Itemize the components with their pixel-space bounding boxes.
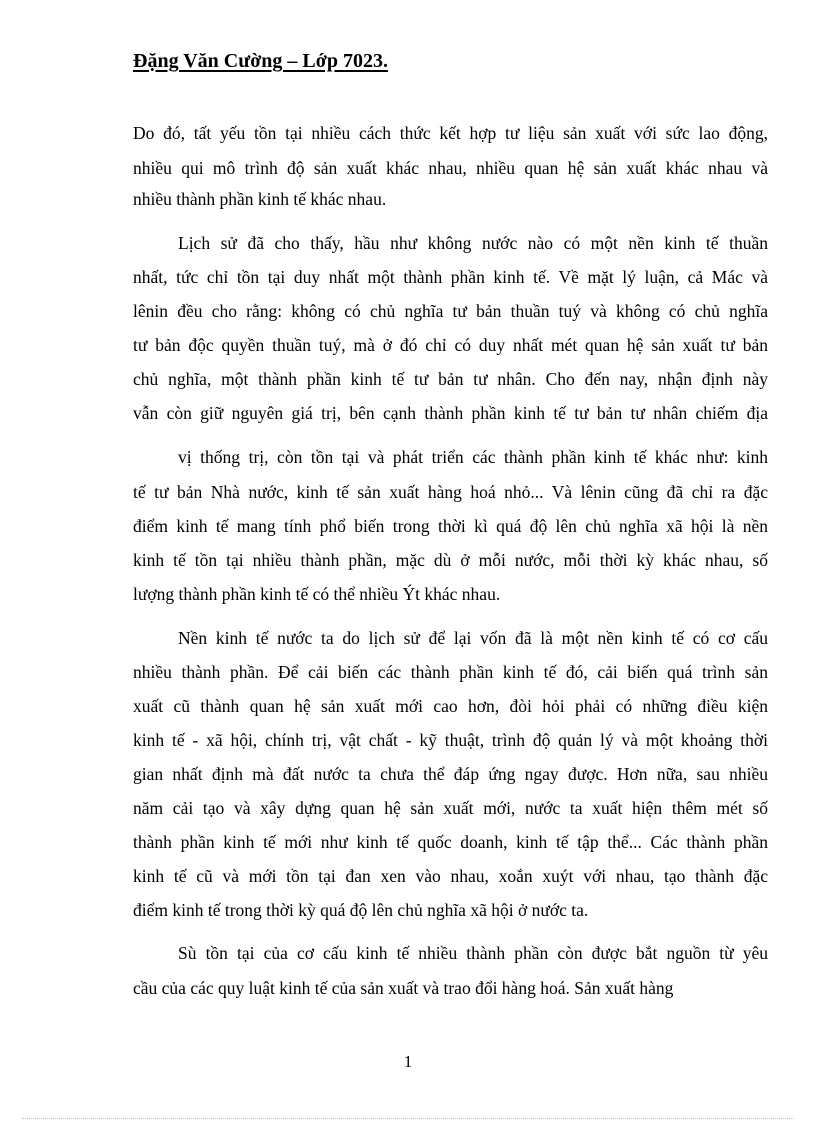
paragraph-line: kinh tế - xã hội, chính trị, vật chất - kỹ thuật, trình độ quản lý và một khoảng thời [133,730,768,750]
paragraph-line: Lịch sử đã cho thấy, hầu như không nước nào có một nền kinh tế thuần [178,233,768,253]
paragraph-line: nhiều thành phần. Để cải biến các thành phần kinh tế đó, cải biến quá trình sản [133,662,768,682]
paragraph-line: cầu của các quy luật kinh tế của sản xuất và trao đổi hàng hoá. Sản xuất hàng [133,978,674,998]
paragraph-line: lênin đều cho rằng: không có chủ nghĩa tư bản thuần tuý và không có chủ nghĩa [133,301,768,321]
paragraph-line: kinh tế cũ và mới tồn tại đan xen vào nhau, xoắn xuýt với nhau, tạo thành đặc [133,866,768,886]
paragraph-line: kinh tế tồn tại nhiều thành phần, mặc dù ở mỗi nước, mỗi thời kỳ khác nhau, số [133,550,768,570]
document-header: Đặng Văn Cường – Lớp 7023. [133,50,388,72]
paragraph-line: tế tư bản Nhà nước, kinh tế sản xuất hàng hoá nhỏ... Và lênin cũng đã chỉ ra đặc [133,482,768,502]
paragraph-line: Do đó, tất yếu tồn tại nhiều cách thức kết hợp tư liệu sản xuất với sức lao động, [133,123,768,143]
paragraph-line: chủ nghĩa, một thành phần kinh tế tư bản tư nhân. Cho đến nay, nhận định này [133,369,768,389]
paragraph-line: gian nhất định mà đất nước ta chưa thể đáp ứng ngay được. Hơn nữa, sau nhiều [133,764,768,784]
paragraph-line: vị thống trị, còn tồn tại và phát triển các thành phần kinh tế khác như: kinh [178,447,768,467]
paragraph-line: điểm kinh tế mang tính phổ biến trong thời kì quá độ lên chủ nghĩa xã hội là nền [133,516,768,536]
paragraph-line: tư bản độc quyền thuần tuý, mà ở đó chỉ có duy nhất mét quan hệ sản xuất tư bản [133,335,768,355]
paragraph-line: vẫn còn giữ nguyên giá trị, bên cạnh thành phần kinh tế tư bản tư nhân chiếm địa [133,403,768,423]
page-bottom-divider [22,1118,794,1119]
paragraph-line: nhiều qui mô trình độ sản xuất khác nhau, nhiều quan hệ sản xuất khác nhau và [133,158,768,178]
paragraph-line: nhiều thành phần kinh tế khác nhau. [133,189,387,209]
paragraph-line: lượng thành phần kinh tế có thể nhiều Ýt khác nhau. [133,584,501,604]
page-number: 1 [403,1052,413,1071]
paragraph-line: nhất, tức chỉ tồn tại duy nhất một thành phần kinh tế. Về mặt lý luận, cả Mác và [133,267,768,287]
paragraph-line: xuất cũ thành quan hệ sản xuất mới cao hơn, đòi hỏi phải có những điều kiện [133,696,768,716]
paragraph-line: năm cải tạo và xây dựng quan hệ sản xuất mới, nước ta xuất hiện thêm mét số [133,798,768,818]
paragraph-line: Nền kinh tế nước ta do lịch sử để lại vốn đã là một nền kinh tế có cơ cấu [178,628,768,648]
paragraph-line: thành phần kinh tế mới như kinh tế quốc doanh, kinh tế tập thể... Các thành phần [133,832,768,852]
paragraph-line: điểm kinh tế trong thời kỳ quá độ lên chủ nghĩa xã hội ở nước ta. [133,900,589,920]
paragraph-line: Sù tồn tại của cơ cấu kinh tế nhiều thành phần còn được bắt nguồn từ yêu [178,943,768,963]
